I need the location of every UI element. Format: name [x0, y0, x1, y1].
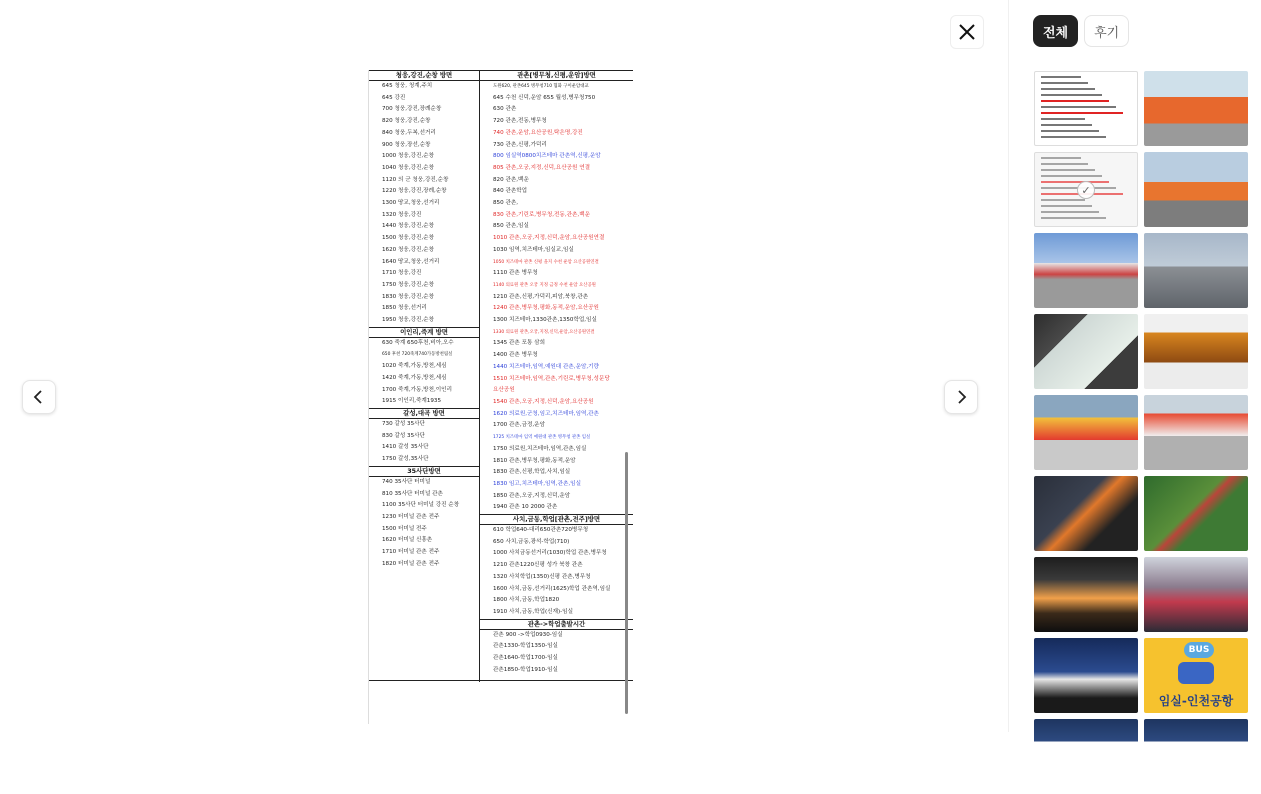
tab-all[interactable]: 전체 [1033, 15, 1078, 47]
schedule-line: 1320 사치학업(1350)신평 관촌,병무청 [493, 573, 591, 580]
timetable-image [368, 70, 634, 724]
bus-thumb-station-1[interactable] [1034, 233, 1138, 308]
schedule-line: 1750 의료원,치즈테마,임역,관촌,임실 [493, 445, 587, 452]
bus-thumb-night-coach[interactable] [1034, 638, 1138, 713]
schedule-line: 610 학업640-대리650관촌720병무청 [493, 527, 589, 534]
schedule-line: 관촌1850-학업1910-임실 [493, 666, 558, 673]
schedule-line: 1850 청웅,선거리 [382, 305, 427, 312]
close-button[interactable] [950, 15, 984, 49]
schedule-line: 관촌 900 ->학업0930-임실 [493, 631, 563, 638]
schedule-line: 1020 죽계,가동,방천,세심 [382, 363, 447, 370]
schedule-line: 1440 치즈테마,임역,예원대 관촌,운암,기량 [493, 363, 599, 370]
schedule-line: 1830 청웅,강진,순창 [382, 293, 434, 300]
bus-banner-incheon[interactable] [1144, 638, 1248, 713]
schedule-line: 관촌1330-학업1350-임실 [493, 643, 558, 650]
schedule-line: 1830 관촌,신평,학업,사치,임실 [493, 469, 571, 476]
schedule-line: 1240 관촌,병무청,평화,동적,운암,요산공원 [493, 305, 599, 312]
schedule-line: 1000 사치금동선거리(1030)학업 관촌,병무청 [493, 550, 607, 557]
schedule-line: 1300 치즈테마,1330관촌,1350학업,임실 [493, 317, 597, 324]
section-header: 청웅,강진,순창 방면 [369, 70, 479, 81]
schedule-line: 740 관촌,운암,요산공원,탁은명,강진 [493, 129, 583, 136]
schedule-line: 1220 청웅,강진,장례,순창 [382, 188, 447, 195]
previous-image-button[interactable] [22, 380, 56, 414]
schedule-line: 관촌1640-학업1700-임실 [493, 655, 558, 662]
section-header: 35사단방면 [369, 466, 479, 477]
schedule-line: 1050 치즈테마 관촌 신평 을지 수천 운암 요산공원연결 [493, 259, 599, 265]
chevron-left-icon [33, 390, 45, 404]
schedule-line: 630 관촌 [493, 106, 517, 113]
section-header: 갈성,대곡 방면 [369, 408, 479, 419]
schedule-line: 645 청웅, 청계,주치 [382, 83, 433, 89]
schedule-line: 1500 청웅,강진,순창 [382, 235, 434, 242]
schedule-line: 1800 사치,금동,학업1820 [493, 597, 560, 604]
schedule-line: 820 관촌,백운 [493, 176, 529, 183]
schedule-line: 720 관촌,전동,병무청 [493, 118, 547, 125]
schedule-line: 1300 땅교,청웅,선거리 [382, 200, 440, 207]
schedule-line: 1700 죽계,가동,방천,이인리 [382, 386, 452, 393]
schedule-line: 1120 의 군 청웅,강진,순창 [382, 176, 449, 183]
timetable-thumb-1[interactable] [1034, 71, 1138, 146]
schedule-line: 1100 35사단 터미널 강진 순창 [382, 502, 460, 509]
schedule-line: 1640 땅교,청웅,선거리 [382, 258, 440, 265]
schedule-line: 1910 사치,금동,학업(신재)-임실 [493, 608, 573, 615]
schedule-line: 630 죽계 650후천,비아,오수 [382, 339, 454, 346]
schedule-line: 700 청웅,강진,장례순창 [382, 106, 442, 113]
schedule-line: 840 청웅,두복,선거리 [382, 129, 436, 136]
schedule-line: 1810 관촌,병무청,평화,동적,운암 [493, 457, 576, 464]
chevron-right-icon [955, 390, 967, 404]
schedule-line: 645 수천 신덕,운암 655 월성,병무청750 [493, 94, 596, 101]
schedule-line: 740 35사단 터미널 [382, 478, 431, 485]
schedule-line: 820 청웅,강진,순창 [382, 118, 431, 125]
schedule-line: 850 관촌, [493, 200, 519, 207]
bus-thumb-fleet[interactable] [1144, 395, 1248, 470]
section-header: 사치,금동,학업[관촌,전주]방면 [480, 514, 633, 525]
schedule-line: 1830 임고,치즈테마,임역,관촌,임실 [493, 480, 581, 487]
bus-thumb-station-2[interactable] [1144, 233, 1248, 308]
schedule-line: 805 관촌,오궁,지정,신덕,요산공원 연결 [493, 164, 590, 171]
schedule-line: 830 갈성 35사단 [382, 432, 425, 439]
ticket-thumb[interactable] [1034, 314, 1138, 389]
filter-tabs [1033, 15, 1129, 47]
next-image-button[interactable] [944, 380, 978, 414]
table-bottom-rule [369, 680, 633, 681]
bus-thumb-night-road[interactable] [1034, 476, 1138, 551]
schedule-line: 1210 관촌1220신평 성가 북창 관촌 [493, 562, 583, 569]
schedule-line: 1710 청웅,강진 [382, 270, 422, 277]
schedule-line: 1500 터미널 전주 [382, 525, 427, 532]
schedule-line: 1320 청웅,강진 [382, 211, 422, 218]
schedule-line: 850 관촌,임실 [493, 223, 529, 230]
bus-thumb-forest[interactable] [1144, 476, 1248, 551]
schedule-line: 1620 의료원,군청,임고,치즈테마,임역,관촌 [493, 410, 599, 417]
bus-chip: BUS [1184, 642, 1214, 658]
schedule-line: 1040 청웅,강진,순창 [382, 164, 434, 171]
schedule-line: 1330 의료원 관촌,오궁,지정,신덕,운암,요산공원연결 [493, 329, 595, 335]
schedule-line: 1950 청웅,강진,순창 [382, 317, 434, 324]
schedule-line: 800 임실역0800치즈테마 관촌역,신평,운암 [493, 153, 601, 160]
schedule-line: 1750 청웅,강진,순창 [382, 281, 434, 288]
schedule-line: 1400 관촌 병무청 [493, 352, 538, 359]
bus-thumb-retro[interactable] [1144, 314, 1248, 389]
schedule-line: 요산공원 [493, 387, 515, 394]
banner-label: 임실-인천공항 [1158, 694, 1234, 708]
schedule-line: 1440 청웅,강진,순창 [382, 223, 434, 230]
schedule-line: 1140 의료원 관촌 오궁 지정 금정 수천 운암 요산공원 [493, 282, 596, 288]
schedule-line: 730 관촌,신평,가덕리 [493, 141, 547, 148]
schedule-line: 1725 치즈테마 임역 예원대 관촌 병무청 관촌 임실 [493, 435, 591, 441]
document-scrollbar[interactable] [625, 452, 628, 714]
bus-icon [1178, 662, 1214, 684]
schedule-line: 1230 터미널 관촌 전주 [382, 513, 440, 520]
schedule-line: 1510 치즈테마,임역,관촌,기린로,병무청,성문당 [493, 375, 610, 382]
schedule-line: 650 후천 720죽계740가동방천림실 [382, 352, 453, 358]
schedule-line: 1410 갈성 35사단 [382, 444, 429, 451]
bus-thumb-terminal[interactable] [1144, 152, 1248, 227]
section-header: 관촌[병무청,신평,운암]방면 [480, 70, 633, 81]
schedule-line: 1620 터미널 신흥촌 [382, 537, 433, 544]
tab-reviews[interactable]: 후기 [1084, 15, 1129, 47]
timetable-right-column [479, 70, 633, 682]
schedule-line: 1000 청웅,강진,순창 [382, 153, 434, 160]
schedule-line: 900 청웅,장선,순창 [382, 141, 431, 148]
schedule-line: 1110 관촌 병무청 [493, 270, 538, 277]
schedule-line: 1850 관촌,오궁,지정,신덕,운암 [493, 492, 571, 499]
bus-thumb-city-night[interactable] [1144, 557, 1248, 632]
schedule-line: 1540 관촌,오궁,지정,신덕,운암,요산공원 [493, 398, 594, 405]
schedule-line: 840 관촌학업 [493, 188, 528, 195]
schedule-line: 645 강진 [382, 94, 406, 101]
section-header: 관촌->학업출발시간 [480, 619, 633, 630]
schedule-line: 1710 터미널 관촌 전주 [382, 549, 440, 556]
schedule-line: 1010 관촌,오궁,지정,신덕,운암,요산공원연결 [493, 235, 605, 242]
bus-thumb-sunset[interactable] [1034, 557, 1138, 632]
schedule-line: 1915 이인리,죽계1935 [382, 398, 442, 405]
schedule-line: 1210 관촌,신평,가덕리,피암,북창,관촌 [493, 293, 589, 300]
bus-thumb-red-yellow[interactable] [1034, 395, 1138, 470]
schedule-line: 도원620, 관촌645 병무청710 협화 구이운암대교 [493, 84, 589, 89]
schedule-line: 730 갈성 35사단 [382, 420, 425, 427]
schedule-line: 1030 임역,치즈테마,임실교,임실 [493, 246, 574, 253]
selected-check-icon: ✓ [1077, 181, 1095, 199]
bus-thumb-orange-front[interactable] [1144, 71, 1248, 146]
timetable-thumb-2[interactable] [1034, 152, 1138, 227]
section-header: 이인리,죽계 방면 [369, 327, 479, 338]
schedule-line: 1820 터미널 관촌 전주 [382, 560, 440, 567]
close-icon [958, 23, 976, 41]
schedule-line: 1420 죽계,가동,방천,세심 [382, 374, 447, 381]
schedule-line: 1345 관촌 포통 삼희 [493, 340, 545, 347]
schedule-line: 1600 사치,금동,선거리(1625)학업 관촌역,임실 [493, 585, 611, 592]
more-thumb[interactable] [1144, 719, 1248, 794]
schedule-line: 1620 청웅,강진,순창 [382, 246, 434, 253]
schedule-line: 810 35사단 터미널 관촌 [382, 490, 443, 497]
schedule-line: 1940 관촌 10 2000 관촌 [493, 504, 558, 511]
schedule-line: 1700 관촌,금정,운암 [493, 422, 545, 429]
timetable-left-column [369, 70, 479, 570]
schedule-line: 830 관촌,기린로,병무청,전동,관촌,백운 [493, 211, 590, 218]
more-thumb[interactable] [1034, 719, 1138, 794]
photo-sidebar [1008, 0, 1261, 732]
schedule-line: 1750 갈성,35사단 [382, 456, 429, 463]
schedule-line: 650 사치,금동,광석-학업(710) [493, 538, 570, 545]
